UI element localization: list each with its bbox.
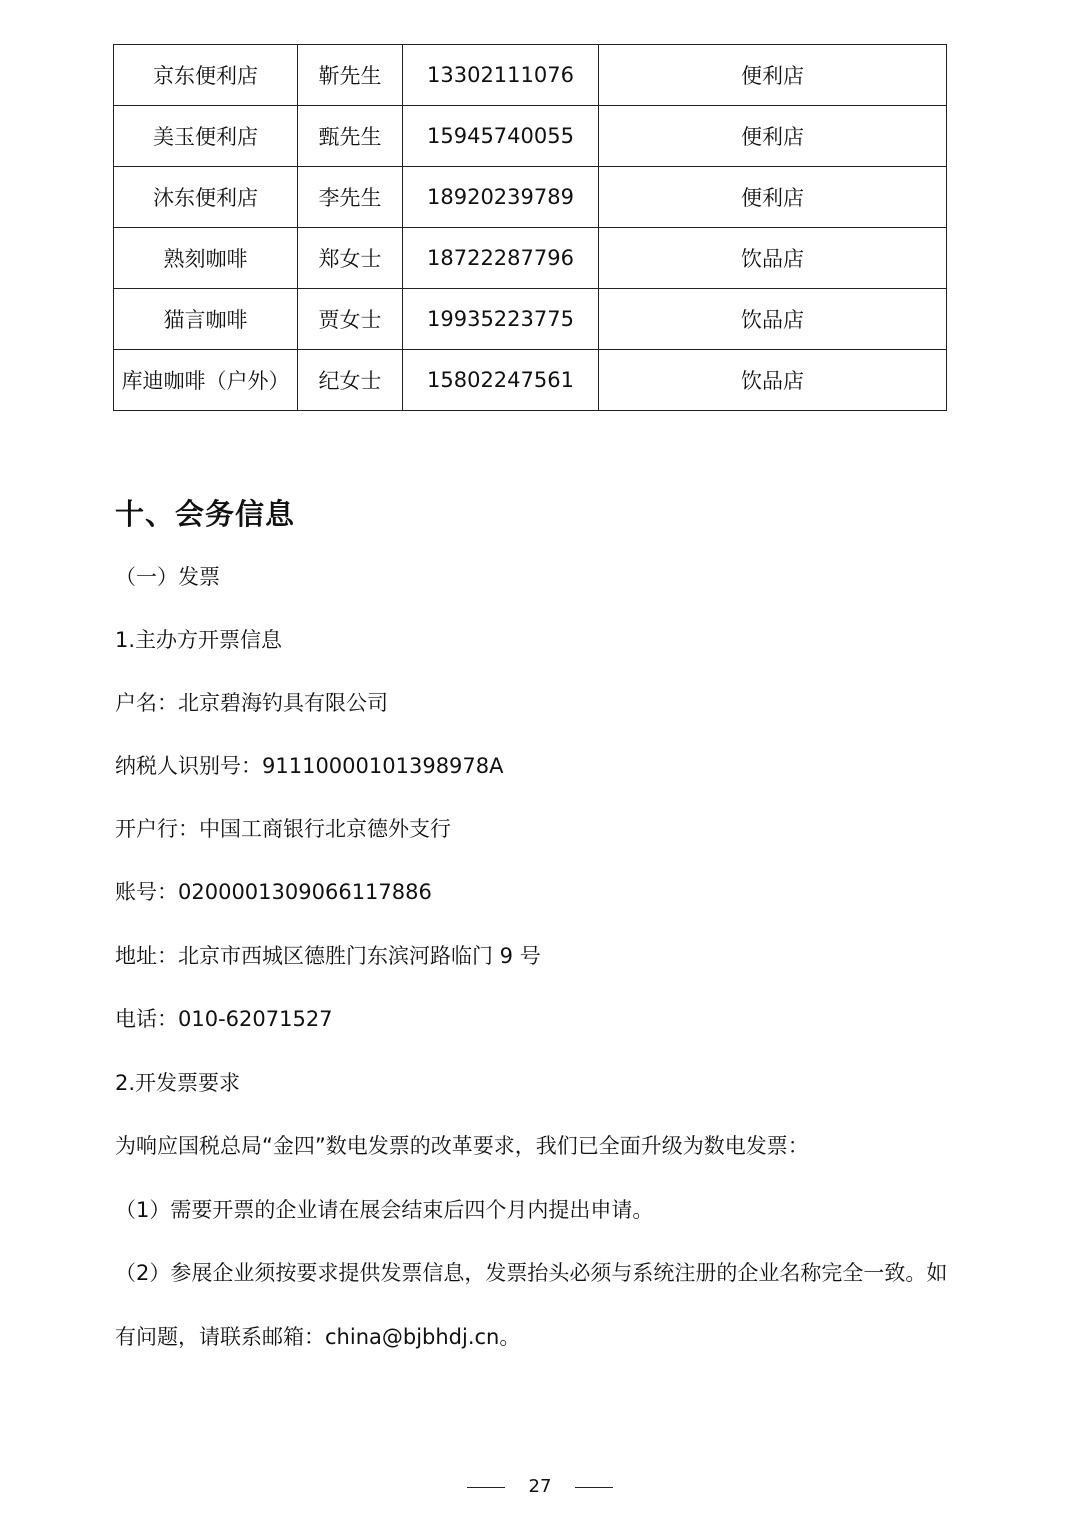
vendor-type-cell: 饮品店 xyxy=(599,350,947,411)
tax-id: 纳税人识别号：91110000101398978A xyxy=(115,754,504,778)
vendor-phone-cell: 13302111076 xyxy=(403,45,599,106)
vendor-type-cell: 便利店 xyxy=(599,45,947,106)
vendor-phone-cell: 15802247561 xyxy=(403,350,599,411)
vendor-phone-cell: 15945740055 xyxy=(403,106,599,167)
account-name: 户名：北京碧海钓具有限公司 xyxy=(115,691,388,715)
vendor-table xyxy=(113,44,947,411)
footer-dash-left xyxy=(467,1487,505,1488)
table-row xyxy=(114,350,947,411)
vendor-type-cell: 便利店 xyxy=(599,167,947,228)
page-number: 27 xyxy=(528,1476,552,1497)
vendor-name-cell: 沐东便利店 xyxy=(114,167,298,228)
table-row xyxy=(114,167,947,228)
requirement-2-line1: （2）参展企业须按要求提供发票信息，发票抬头必须与系统注册的企业名称完全一致。如 xyxy=(115,1261,948,1285)
vendor-phone-cell: 19935223775 xyxy=(403,289,599,350)
table-row xyxy=(114,289,947,350)
address: 地址：北京市西城区德胜门东滨河路临门 9 号 xyxy=(115,944,541,968)
requirements-intro: 为响应国税总局“金四”数电发票的改革要求，我们已全面升级为数电发票： xyxy=(115,1134,809,1158)
table-row xyxy=(114,106,947,167)
vendor-contact-cell: 李先生 xyxy=(298,167,403,228)
vendor-type-cell: 便利店 xyxy=(599,106,947,167)
vendor-name-cell: 库迪咖啡（户外） xyxy=(114,350,298,411)
vendor-name-cell: 美玉便利店 xyxy=(114,106,298,167)
host-invoice-title: 1.主办方开票信息 xyxy=(115,628,283,652)
table-row xyxy=(114,228,947,289)
requirement-2-line2: 有问题，请联系邮箱：china@bjbhdj.cn。 xyxy=(115,1325,521,1349)
vendor-table-container xyxy=(113,44,946,411)
requirements-title: 2.开发票要求 xyxy=(115,1071,241,1095)
page-footer xyxy=(0,1476,1080,1497)
section-heading: 十、会务信息 xyxy=(115,497,296,531)
vendor-name-cell: 熟刻咖啡 xyxy=(114,228,298,289)
bank: 开户行：中国工商银行北京德外支行 xyxy=(115,817,451,841)
footer-dash-right xyxy=(575,1487,613,1488)
requirement-1: （1）需要开票的企业请在展会结束后四个月内提出申请。 xyxy=(115,1198,654,1222)
vendor-phone-cell: 18920239789 xyxy=(403,167,599,228)
vendor-contact-cell: 靳先生 xyxy=(298,45,403,106)
vendor-contact-cell: 郑女士 xyxy=(298,228,403,289)
phone: 电话：010-62071527 xyxy=(115,1007,333,1031)
vendor-contact-cell: 甄先生 xyxy=(298,106,403,167)
account-number: 账号：0200001309066117886 xyxy=(115,880,432,904)
vendor-contact-cell: 纪女士 xyxy=(298,350,403,411)
vendor-name-cell: 猫言咖啡 xyxy=(114,289,298,350)
vendor-phone-cell: 18722287796 xyxy=(403,228,599,289)
vendor-name-cell: 京东便利店 xyxy=(114,45,298,106)
table-row xyxy=(114,45,947,106)
subsection-title: （一）发票 xyxy=(115,565,220,589)
vendor-type-cell: 饮品店 xyxy=(599,289,947,350)
vendor-type-cell: 饮品店 xyxy=(599,228,947,289)
vendor-contact-cell: 贾女士 xyxy=(298,289,403,350)
